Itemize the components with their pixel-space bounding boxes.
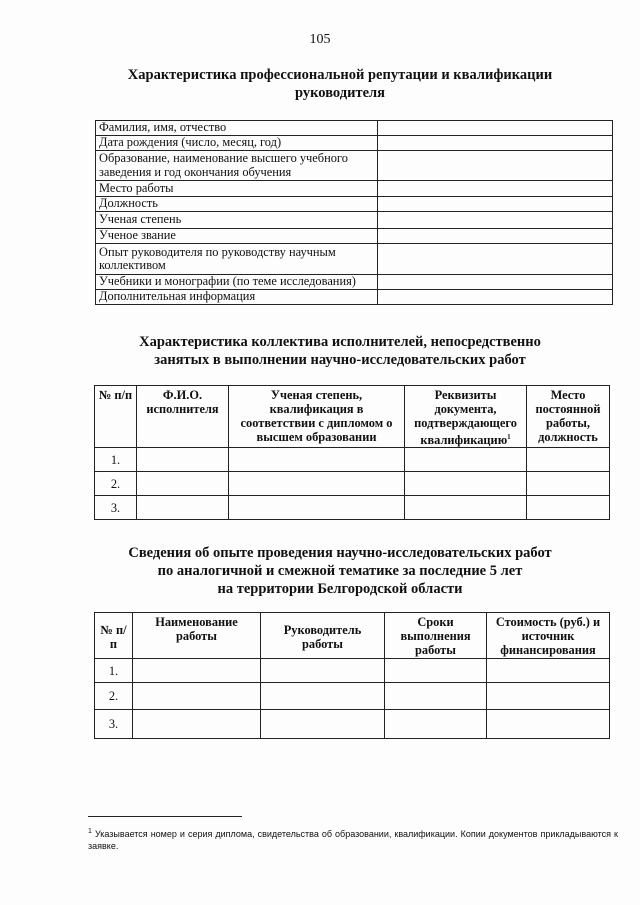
footnote-mark: 1: [507, 433, 511, 441]
exp-header-cost: Стоимость (руб.) и источник финансирования: [487, 613, 610, 659]
exp-header-number: № п/п: [95, 613, 133, 659]
section3-title-line2: по аналогичной и смежной тематике за последние 5 лет: [157, 563, 523, 579]
supervisor-row-value[interactable]: [378, 244, 613, 275]
footnote-text: Указывается номер и серия диплома, свидетельства об образовании, квалификации. Копии документов прикладываются к заявке.: [88, 829, 618, 851]
row-number: 2.: [95, 683, 133, 710]
section3-title: [60, 544, 620, 598]
row-number: 3.: [95, 496, 137, 520]
supervisor-row-value[interactable]: [378, 151, 613, 181]
supervisor-table: [95, 120, 613, 305]
team-header-degree: Ученая степень, квалификация в соответствии с дипломом о высшем образовании: [229, 386, 405, 448]
supervisor-row-value[interactable]: [378, 212, 613, 229]
team-header-document: [405, 386, 527, 448]
table-row: [95, 448, 610, 472]
footnote-number: 1: [88, 828, 92, 835]
supervisor-row-value[interactable]: [378, 136, 613, 151]
section2-title-line1: Характеристика коллектива исполнителей, непосредственно: [139, 334, 541, 350]
supervisor-row-value[interactable]: [378, 197, 613, 212]
team-header-workplace: Место постоянной работы, должность: [527, 386, 610, 448]
supervisor-row-label: Образование, наименование высшего учебного заведения и год окончания обучения: [96, 151, 378, 181]
exp-header-terms: Сроки выполнения работы: [385, 613, 487, 659]
supervisor-row-value[interactable]: [378, 121, 613, 136]
section1-title-line1: Характеристика профессиональной репутации и квалификации: [127, 67, 553, 83]
exp-header-supervisor: Руководитель работы: [261, 613, 385, 659]
table-row: [95, 496, 610, 520]
footnote: [88, 826, 618, 852]
section2-title-line2: занятых в выполнении научно-исследовательских работ: [154, 352, 526, 368]
team-header-document-text: Реквизиты документа, подтверждающего квалификацию: [414, 388, 517, 448]
supervisor-row-label: Фамилия, имя, отчество: [96, 121, 378, 136]
team-header-name: Ф.И.О. исполнителя: [137, 386, 229, 448]
table-row: [95, 472, 610, 496]
row-number: 3.: [95, 710, 133, 739]
footnote-divider: [88, 816, 242, 817]
section1-title-line2: руководителя: [295, 85, 385, 101]
section3-title-line1: Сведения об опыте проведения научно-исследовательских работ: [128, 545, 552, 561]
supervisor-row-label: Учебники и монографии (по теме исследования): [96, 275, 378, 290]
supervisor-row-label: Место работы: [96, 181, 378, 197]
row-number: 2.: [95, 472, 137, 496]
supervisor-row-value[interactable]: [378, 181, 613, 197]
section1-title: [60, 66, 620, 102]
supervisor-row-label: Дополнительная информация: [96, 290, 378, 305]
row-number: 1.: [95, 659, 133, 683]
supervisor-row-label: Ученая степень: [96, 212, 378, 229]
exp-header-name: Наименование работы: [133, 613, 261, 659]
section2-title: [60, 333, 620, 369]
row-number: 1.: [95, 448, 137, 472]
experience-table: [94, 612, 610, 739]
table-row: [95, 683, 610, 710]
table-row: [95, 710, 610, 739]
team-header-number: № п/п: [95, 386, 137, 448]
table-row: [95, 659, 610, 683]
supervisor-row-label: Опыт руководителя по руководству научным коллективом: [96, 244, 378, 275]
supervisor-row-value[interactable]: [378, 275, 613, 290]
supervisor-row-label: Должность: [96, 197, 378, 212]
team-table: [94, 385, 610, 520]
section3-title-line3: на территории Белгородской области: [217, 581, 463, 597]
supervisor-row-value[interactable]: [378, 229, 613, 244]
supervisor-row-label: Дата рождения (число, месяц, год): [96, 136, 378, 151]
supervisor-row-value[interactable]: [378, 290, 613, 305]
supervisor-row-label: Ученое звание: [96, 229, 378, 244]
page-number: 105: [309, 32, 331, 47]
